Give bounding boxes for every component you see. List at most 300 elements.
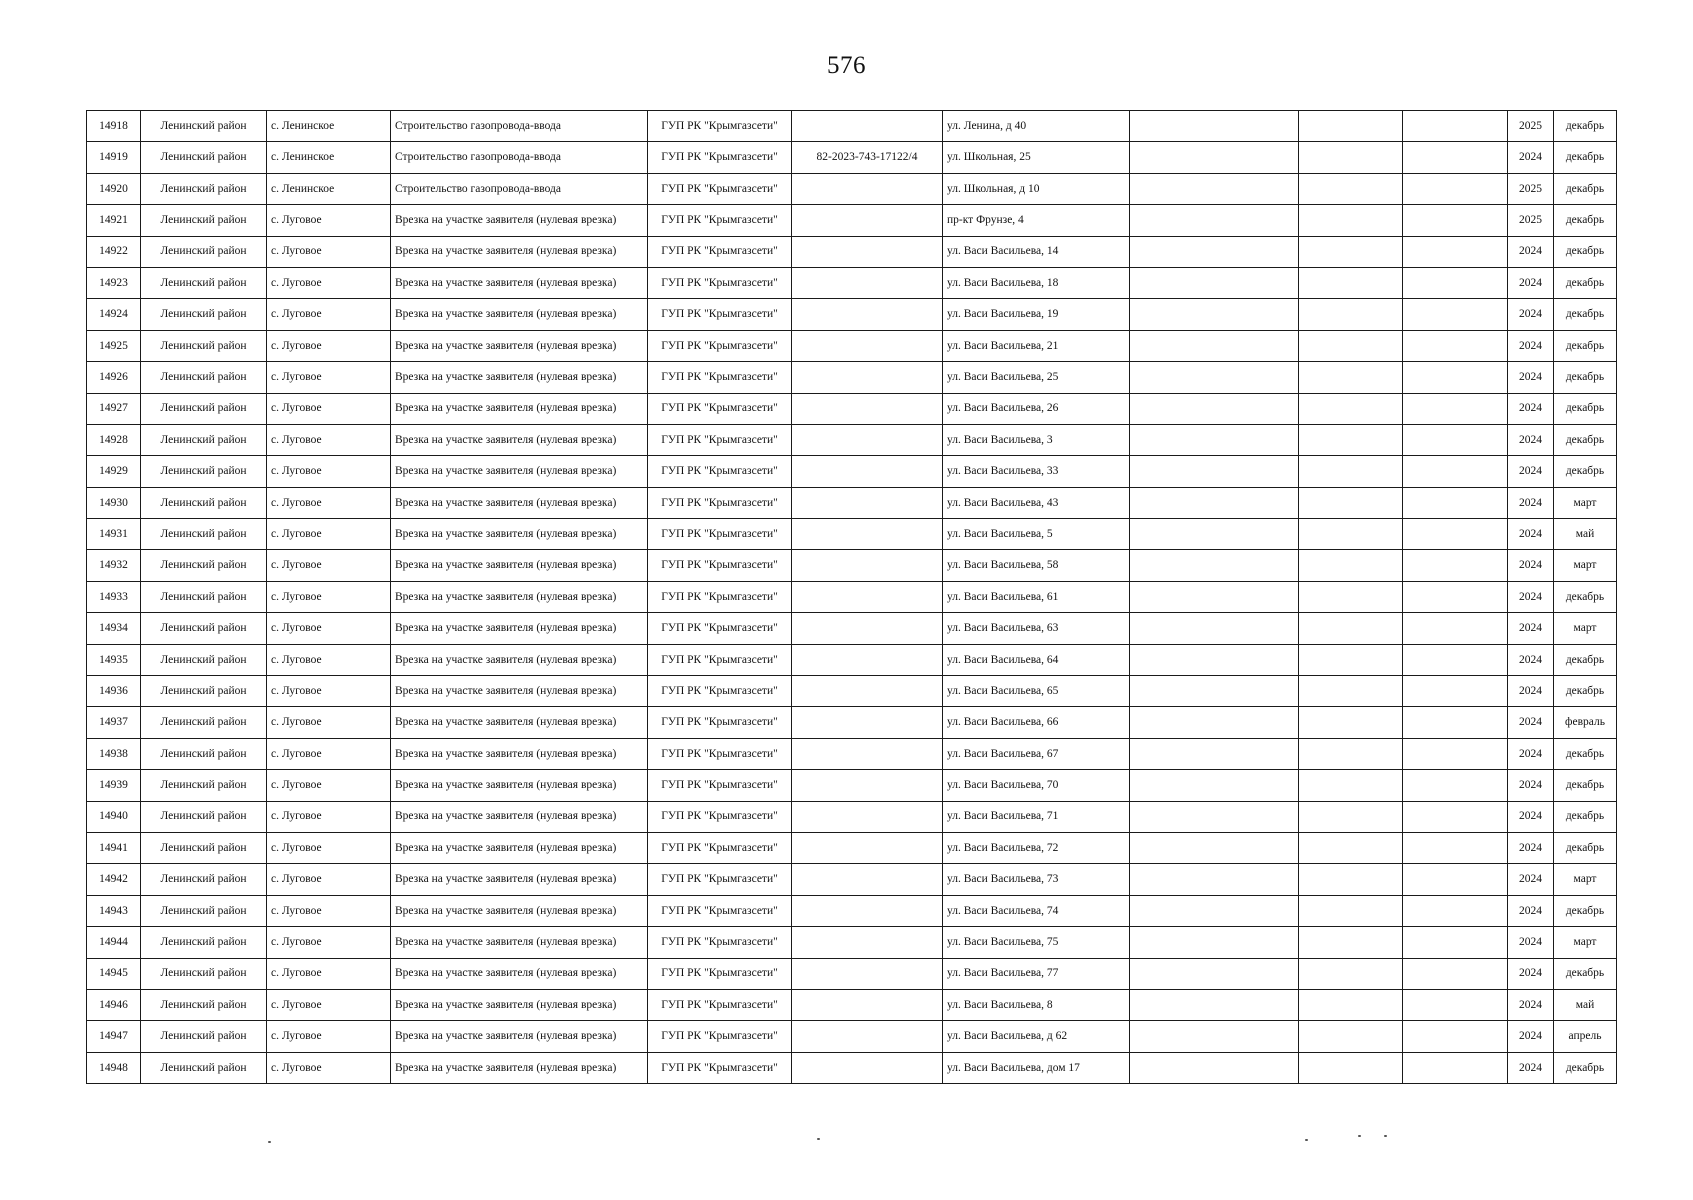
district-cell: Ленинский район bbox=[141, 927, 267, 958]
organization-cell: ГУП РК "Крымгазсети" bbox=[648, 1052, 792, 1083]
record-number-cell: 14936 bbox=[87, 676, 141, 707]
registration-code-cell bbox=[792, 895, 943, 926]
empty-cell-3 bbox=[1403, 173, 1508, 204]
record-number-cell: 14921 bbox=[87, 205, 141, 236]
district-cell: Ленинский район bbox=[141, 770, 267, 801]
month-cell: декабрь bbox=[1554, 111, 1617, 142]
record-number-cell: 14946 bbox=[87, 989, 141, 1020]
year-cell: 2024 bbox=[1508, 267, 1554, 298]
address-cell: ул. Васи Васильева, дом 17 bbox=[943, 1052, 1130, 1083]
registration-code-cell bbox=[792, 832, 943, 863]
year-cell: 2024 bbox=[1508, 456, 1554, 487]
address-cell: пр-кт Фрунзе, 4 bbox=[943, 205, 1130, 236]
empty-cell-1 bbox=[1130, 299, 1299, 330]
empty-cell-1 bbox=[1130, 393, 1299, 424]
empty-cell-1 bbox=[1130, 362, 1299, 393]
empty-cell-2 bbox=[1299, 738, 1403, 769]
district-cell: Ленинский район bbox=[141, 173, 267, 204]
year-cell: 2024 bbox=[1508, 613, 1554, 644]
address-cell: ул. Васи Васильева, 71 bbox=[943, 801, 1130, 832]
table-row bbox=[87, 142, 1617, 173]
address-cell: ул. Васи Васильева, 61 bbox=[943, 581, 1130, 612]
record-number-cell: 14947 bbox=[87, 1021, 141, 1052]
settlement-cell: с. Луговое bbox=[267, 644, 391, 675]
organization-cell: ГУП РК "Крымгазсети" bbox=[648, 299, 792, 330]
empty-cell-2 bbox=[1299, 1052, 1403, 1083]
year-cell: 2024 bbox=[1508, 927, 1554, 958]
table-row bbox=[87, 927, 1617, 958]
empty-cell-1 bbox=[1130, 487, 1299, 518]
month-cell: декабрь bbox=[1554, 236, 1617, 267]
month-cell: декабрь bbox=[1554, 738, 1617, 769]
table-row bbox=[87, 644, 1617, 675]
month-cell: февраль bbox=[1554, 707, 1617, 738]
empty-cell-3 bbox=[1403, 519, 1508, 550]
address-cell: ул. Васи Васильева, 5 bbox=[943, 519, 1130, 550]
organization-cell: ГУП РК "Крымгазсети" bbox=[648, 832, 792, 863]
work-type-cell: Врезка на участке заявителя (нулевая врезка) bbox=[391, 456, 648, 487]
month-cell: апрель bbox=[1554, 1021, 1617, 1052]
address-cell: ул. Васи Васильева, 70 bbox=[943, 770, 1130, 801]
organization-cell: ГУП РК "Крымгазсети" bbox=[648, 205, 792, 236]
empty-cell-2 bbox=[1299, 330, 1403, 361]
organization-cell: ГУП РК "Крымгазсети" bbox=[648, 864, 792, 895]
table-row bbox=[87, 832, 1617, 863]
settlement-cell: с. Луговое bbox=[267, 424, 391, 455]
work-type-cell: Врезка на участке заявителя (нулевая врезка) bbox=[391, 644, 648, 675]
table-row bbox=[87, 362, 1617, 393]
table-row bbox=[87, 738, 1617, 769]
year-cell: 2024 bbox=[1508, 895, 1554, 926]
registration-code-cell bbox=[792, 393, 943, 424]
work-type-cell: Врезка на участке заявителя (нулевая врезка) bbox=[391, 550, 648, 581]
settlement-cell: с. Луговое bbox=[267, 801, 391, 832]
empty-cell-3 bbox=[1403, 864, 1508, 895]
month-cell: декабрь bbox=[1554, 424, 1617, 455]
empty-cell-1 bbox=[1130, 550, 1299, 581]
month-cell: март bbox=[1554, 613, 1617, 644]
year-cell: 2024 bbox=[1508, 864, 1554, 895]
record-number-cell: 14929 bbox=[87, 456, 141, 487]
record-number-cell: 14923 bbox=[87, 267, 141, 298]
work-type-cell: Врезка на участке заявителя (нулевая врезка) bbox=[391, 613, 648, 644]
address-cell: ул. Васи Васильева, 33 bbox=[943, 456, 1130, 487]
empty-cell-1 bbox=[1130, 770, 1299, 801]
empty-cell-1 bbox=[1130, 864, 1299, 895]
settlement-cell: с. Луговое bbox=[267, 362, 391, 393]
settlement-cell: с. Луговое bbox=[267, 550, 391, 581]
district-cell: Ленинский район bbox=[141, 205, 267, 236]
work-type-cell: Строительство газопровода-ввода bbox=[391, 173, 648, 204]
registration-code-cell bbox=[792, 989, 943, 1020]
year-cell: 2024 bbox=[1508, 676, 1554, 707]
empty-cell-1 bbox=[1130, 895, 1299, 926]
settlement-cell: с. Луговое bbox=[267, 1021, 391, 1052]
empty-cell-2 bbox=[1299, 644, 1403, 675]
empty-cell-2 bbox=[1299, 267, 1403, 298]
empty-cell-1 bbox=[1130, 581, 1299, 612]
organization-cell: ГУП РК "Крымгазсети" bbox=[648, 173, 792, 204]
address-cell: ул. Васи Васильева, 26 bbox=[943, 393, 1130, 424]
month-cell: март bbox=[1554, 927, 1617, 958]
work-type-cell: Строительство газопровода-ввода bbox=[391, 111, 648, 142]
empty-cell-2 bbox=[1299, 1021, 1403, 1052]
empty-cell-3 bbox=[1403, 895, 1508, 926]
district-cell: Ленинский район bbox=[141, 738, 267, 769]
year-cell: 2024 bbox=[1508, 393, 1554, 424]
organization-cell: ГУП РК "Крымгазсети" bbox=[648, 111, 792, 142]
registration-code-cell bbox=[792, 550, 943, 581]
year-cell: 2024 bbox=[1508, 299, 1554, 330]
work-type-cell: Строительство газопровода-ввода bbox=[391, 142, 648, 173]
district-cell: Ленинский район bbox=[141, 487, 267, 518]
address-cell: ул. Васи Васильева, 8 bbox=[943, 989, 1130, 1020]
empty-cell-3 bbox=[1403, 393, 1508, 424]
organization-cell: ГУП РК "Крымгазсети" bbox=[648, 267, 792, 298]
registration-code-cell bbox=[792, 362, 943, 393]
address-cell: ул. Васи Васильева, 75 bbox=[943, 927, 1130, 958]
record-number-cell: 14924 bbox=[87, 299, 141, 330]
address-cell: ул. Васи Васильева, 18 bbox=[943, 267, 1130, 298]
settlement-cell: с. Луговое bbox=[267, 330, 391, 361]
settlement-cell: с. Луговое bbox=[267, 738, 391, 769]
year-cell: 2025 bbox=[1508, 173, 1554, 204]
month-cell: декабрь bbox=[1554, 801, 1617, 832]
month-cell: декабрь bbox=[1554, 895, 1617, 926]
empty-cell-1 bbox=[1130, 927, 1299, 958]
district-cell: Ленинский район bbox=[141, 456, 267, 487]
year-cell: 2024 bbox=[1508, 487, 1554, 518]
empty-cell-2 bbox=[1299, 362, 1403, 393]
table-row bbox=[87, 801, 1617, 832]
address-cell: ул. Васи Васильева, 63 bbox=[943, 613, 1130, 644]
empty-cell-3 bbox=[1403, 801, 1508, 832]
registration-code-cell bbox=[792, 676, 943, 707]
record-number-cell: 14918 bbox=[87, 111, 141, 142]
record-number-cell: 14925 bbox=[87, 330, 141, 361]
organization-cell: ГУП РК "Крымгазсети" bbox=[648, 456, 792, 487]
empty-cell-2 bbox=[1299, 770, 1403, 801]
district-cell: Ленинский район bbox=[141, 581, 267, 612]
empty-cell-2 bbox=[1299, 864, 1403, 895]
empty-cell-3 bbox=[1403, 456, 1508, 487]
table-row bbox=[87, 519, 1617, 550]
settlement-cell: с. Ленинское bbox=[267, 111, 391, 142]
empty-cell-2 bbox=[1299, 299, 1403, 330]
year-cell: 2024 bbox=[1508, 801, 1554, 832]
year-cell: 2024 bbox=[1508, 707, 1554, 738]
work-type-cell: Врезка на участке заявителя (нулевая врезка) bbox=[391, 832, 648, 863]
empty-cell-2 bbox=[1299, 707, 1403, 738]
work-type-cell: Врезка на участке заявителя (нулевая врезка) bbox=[391, 958, 648, 989]
empty-cell-2 bbox=[1299, 581, 1403, 612]
empty-cell-3 bbox=[1403, 738, 1508, 769]
empty-cell-1 bbox=[1130, 613, 1299, 644]
work-type-cell: Врезка на участке заявителя (нулевая врезка) bbox=[391, 1021, 648, 1052]
scan-speck bbox=[817, 1138, 820, 1140]
page-number: 576 bbox=[827, 52, 866, 79]
organization-cell: ГУП РК "Крымгазсети" bbox=[648, 644, 792, 675]
settlement-cell: с. Луговое bbox=[267, 864, 391, 895]
month-cell: май bbox=[1554, 989, 1617, 1020]
district-cell: Ленинский район bbox=[141, 330, 267, 361]
month-cell: декабрь bbox=[1554, 676, 1617, 707]
month-cell: декабрь bbox=[1554, 456, 1617, 487]
settlement-cell: с. Луговое bbox=[267, 770, 391, 801]
record-number-cell: 14940 bbox=[87, 801, 141, 832]
organization-cell: ГУП РК "Крымгазсети" bbox=[648, 707, 792, 738]
record-number-cell: 14944 bbox=[87, 927, 141, 958]
empty-cell-2 bbox=[1299, 424, 1403, 455]
empty-cell-2 bbox=[1299, 173, 1403, 204]
record-number-cell: 14934 bbox=[87, 613, 141, 644]
registration-code-cell bbox=[792, 738, 943, 769]
empty-cell-2 bbox=[1299, 989, 1403, 1020]
table-row bbox=[87, 550, 1617, 581]
record-number-cell: 14932 bbox=[87, 550, 141, 581]
year-cell: 2025 bbox=[1508, 111, 1554, 142]
table-row bbox=[87, 205, 1617, 236]
work-type-cell: Врезка на участке заявителя (нулевая врезка) bbox=[391, 801, 648, 832]
district-cell: Ленинский район bbox=[141, 299, 267, 330]
address-cell: ул. Васи Васильева, 58 bbox=[943, 550, 1130, 581]
organization-cell: ГУП РК "Крымгазсети" bbox=[648, 1021, 792, 1052]
empty-cell-3 bbox=[1403, 676, 1508, 707]
scan-speck bbox=[1305, 1139, 1308, 1141]
table-row bbox=[87, 111, 1617, 142]
organization-cell: ГУП РК "Крымгазсети" bbox=[648, 362, 792, 393]
empty-cell-2 bbox=[1299, 927, 1403, 958]
work-type-cell: Врезка на участке заявителя (нулевая врезка) bbox=[391, 1052, 648, 1083]
table-row bbox=[87, 173, 1617, 204]
settlement-cell: с. Ленинское bbox=[267, 142, 391, 173]
empty-cell-2 bbox=[1299, 111, 1403, 142]
empty-cell-2 bbox=[1299, 519, 1403, 550]
record-number-cell: 14931 bbox=[87, 519, 141, 550]
empty-cell-3 bbox=[1403, 989, 1508, 1020]
registration-code-cell bbox=[792, 864, 943, 895]
empty-cell-3 bbox=[1403, 707, 1508, 738]
empty-cell-2 bbox=[1299, 958, 1403, 989]
empty-cell-1 bbox=[1130, 676, 1299, 707]
table-row bbox=[87, 267, 1617, 298]
registration-code-cell: 82-2023-743-17122/4 bbox=[792, 142, 943, 173]
table-row bbox=[87, 989, 1617, 1020]
month-cell: декабрь bbox=[1554, 205, 1617, 236]
empty-cell-1 bbox=[1130, 111, 1299, 142]
settlement-cell: с. Луговое bbox=[267, 236, 391, 267]
work-type-cell: Врезка на участке заявителя (нулевая врезка) bbox=[391, 895, 648, 926]
organization-cell: ГУП РК "Крымгазсети" bbox=[648, 550, 792, 581]
organization-cell: ГУП РК "Крымгазсети" bbox=[648, 927, 792, 958]
address-cell: ул. Васи Васильева, 65 bbox=[943, 676, 1130, 707]
work-type-cell: Врезка на участке заявителя (нулевая врезка) bbox=[391, 770, 648, 801]
settlement-cell: с. Луговое bbox=[267, 487, 391, 518]
work-type-cell: Врезка на участке заявителя (нулевая врезка) bbox=[391, 424, 648, 455]
scan-speck bbox=[1384, 1135, 1387, 1137]
settlement-cell: с. Луговое bbox=[267, 895, 391, 926]
settlement-cell: с. Ленинское bbox=[267, 173, 391, 204]
empty-cell-3 bbox=[1403, 487, 1508, 518]
empty-cell-3 bbox=[1403, 927, 1508, 958]
table-row bbox=[87, 424, 1617, 455]
empty-cell-3 bbox=[1403, 330, 1508, 361]
record-number-cell: 14927 bbox=[87, 393, 141, 424]
district-cell: Ленинский район bbox=[141, 895, 267, 926]
empty-cell-1 bbox=[1130, 424, 1299, 455]
year-cell: 2024 bbox=[1508, 770, 1554, 801]
district-cell: Ленинский район bbox=[141, 613, 267, 644]
table-row bbox=[87, 487, 1617, 518]
address-cell: ул. Васи Васильева, 14 bbox=[943, 236, 1130, 267]
work-type-cell: Врезка на участке заявителя (нулевая врезка) bbox=[391, 267, 648, 298]
settlement-cell: с. Луговое bbox=[267, 676, 391, 707]
registration-code-cell bbox=[792, 801, 943, 832]
empty-cell-2 bbox=[1299, 613, 1403, 644]
empty-cell-3 bbox=[1403, 236, 1508, 267]
month-cell: декабрь bbox=[1554, 362, 1617, 393]
empty-cell-1 bbox=[1130, 173, 1299, 204]
address-cell: ул. Васи Васильева, 25 bbox=[943, 362, 1130, 393]
month-cell: май bbox=[1554, 519, 1617, 550]
organization-cell: ГУП РК "Крымгазсети" bbox=[648, 487, 792, 518]
registration-code-cell bbox=[792, 424, 943, 455]
record-number-cell: 14942 bbox=[87, 864, 141, 895]
empty-cell-3 bbox=[1403, 111, 1508, 142]
empty-cell-3 bbox=[1403, 581, 1508, 612]
record-number-cell: 14937 bbox=[87, 707, 141, 738]
district-cell: Ленинский район bbox=[141, 958, 267, 989]
empty-cell-3 bbox=[1403, 958, 1508, 989]
empty-cell-2 bbox=[1299, 832, 1403, 863]
table-row bbox=[87, 299, 1617, 330]
year-cell: 2024 bbox=[1508, 832, 1554, 863]
table-row bbox=[87, 581, 1617, 612]
address-cell: ул. Васи Васильева, 19 bbox=[943, 299, 1130, 330]
work-type-cell: Врезка на участке заявителя (нулевая врезка) bbox=[391, 205, 648, 236]
year-cell: 2024 bbox=[1508, 958, 1554, 989]
record-number-cell: 14945 bbox=[87, 958, 141, 989]
empty-cell-1 bbox=[1130, 330, 1299, 361]
year-cell: 2024 bbox=[1508, 550, 1554, 581]
registration-code-cell bbox=[792, 707, 943, 738]
empty-cell-2 bbox=[1299, 393, 1403, 424]
record-number-cell: 14926 bbox=[87, 362, 141, 393]
record-number-cell: 14943 bbox=[87, 895, 141, 926]
organization-cell: ГУП РК "Крымгазсети" bbox=[648, 330, 792, 361]
settlement-cell: с. Луговое bbox=[267, 205, 391, 236]
year-cell: 2024 bbox=[1508, 1021, 1554, 1052]
empty-cell-1 bbox=[1130, 832, 1299, 863]
month-cell: декабрь bbox=[1554, 393, 1617, 424]
registration-code-cell bbox=[792, 330, 943, 361]
record-number-cell: 14922 bbox=[87, 236, 141, 267]
empty-cell-1 bbox=[1130, 707, 1299, 738]
address-cell: ул. Васи Васильева, д 62 bbox=[943, 1021, 1130, 1052]
record-number-cell: 14938 bbox=[87, 738, 141, 769]
organization-cell: ГУП РК "Крымгазсети" bbox=[648, 989, 792, 1020]
district-cell: Ленинский район bbox=[141, 142, 267, 173]
settlement-cell: с. Луговое bbox=[267, 832, 391, 863]
organization-cell: ГУП РК "Крымгазсети" bbox=[648, 958, 792, 989]
table-row bbox=[87, 958, 1617, 989]
registration-code-cell bbox=[792, 958, 943, 989]
work-type-cell: Врезка на участке заявителя (нулевая врезка) bbox=[391, 738, 648, 769]
month-cell: декабрь bbox=[1554, 330, 1617, 361]
settlement-cell: с. Луговое bbox=[267, 989, 391, 1020]
empty-cell-1 bbox=[1130, 1021, 1299, 1052]
empty-cell-1 bbox=[1130, 644, 1299, 675]
settlement-cell: с. Луговое bbox=[267, 393, 391, 424]
gas-connection-table bbox=[86, 110, 1617, 1084]
work-type-cell: Врезка на участке заявителя (нулевая врезка) bbox=[391, 393, 648, 424]
empty-cell-2 bbox=[1299, 236, 1403, 267]
empty-cell-3 bbox=[1403, 205, 1508, 236]
month-cell: декабрь bbox=[1554, 299, 1617, 330]
district-cell: Ленинский район bbox=[141, 989, 267, 1020]
table-row bbox=[87, 707, 1617, 738]
district-cell: Ленинский район bbox=[141, 393, 267, 424]
district-cell: Ленинский район bbox=[141, 1052, 267, 1083]
empty-cell-1 bbox=[1130, 989, 1299, 1020]
record-number-cell: 14928 bbox=[87, 424, 141, 455]
settlement-cell: с. Луговое bbox=[267, 299, 391, 330]
empty-cell-2 bbox=[1299, 205, 1403, 236]
table-row bbox=[87, 236, 1617, 267]
district-cell: Ленинский район bbox=[141, 832, 267, 863]
year-cell: 2024 bbox=[1508, 989, 1554, 1020]
registration-code-cell bbox=[792, 644, 943, 675]
settlement-cell: с. Луговое bbox=[267, 267, 391, 298]
table-row bbox=[87, 864, 1617, 895]
registration-code-cell bbox=[792, 581, 943, 612]
empty-cell-2 bbox=[1299, 456, 1403, 487]
address-cell: ул. Васи Васильева, 72 bbox=[943, 832, 1130, 863]
empty-cell-3 bbox=[1403, 1021, 1508, 1052]
empty-cell-3 bbox=[1403, 424, 1508, 455]
district-cell: Ленинский район bbox=[141, 707, 267, 738]
scan-speck bbox=[1358, 1135, 1361, 1137]
table-row bbox=[87, 393, 1617, 424]
empty-cell-3 bbox=[1403, 299, 1508, 330]
record-number-cell: 14930 bbox=[87, 487, 141, 518]
year-cell: 2024 bbox=[1508, 362, 1554, 393]
organization-cell: ГУП РК "Крымгазсети" bbox=[648, 581, 792, 612]
organization-cell: ГУП РК "Крымгазсети" bbox=[648, 142, 792, 173]
registration-code-cell bbox=[792, 519, 943, 550]
registration-code-cell bbox=[792, 770, 943, 801]
table-row bbox=[87, 1052, 1617, 1083]
work-type-cell: Врезка на участке заявителя (нулевая врезка) bbox=[391, 299, 648, 330]
table-row bbox=[87, 330, 1617, 361]
year-cell: 2024 bbox=[1508, 1052, 1554, 1083]
work-type-cell: Врезка на участке заявителя (нулевая врезка) bbox=[391, 330, 648, 361]
registration-code-cell bbox=[792, 1021, 943, 1052]
settlement-cell: с. Луговое bbox=[267, 519, 391, 550]
record-number-cell: 14948 bbox=[87, 1052, 141, 1083]
work-type-cell: Врезка на участке заявителя (нулевая врезка) bbox=[391, 989, 648, 1020]
district-cell: Ленинский район bbox=[141, 864, 267, 895]
empty-cell-3 bbox=[1403, 770, 1508, 801]
empty-cell-1 bbox=[1130, 267, 1299, 298]
empty-cell-2 bbox=[1299, 487, 1403, 518]
empty-cell-2 bbox=[1299, 550, 1403, 581]
month-cell: декабрь bbox=[1554, 644, 1617, 675]
month-cell: декабрь bbox=[1554, 173, 1617, 204]
address-cell: ул. Васи Васильева, 43 bbox=[943, 487, 1130, 518]
district-cell: Ленинский район bbox=[141, 424, 267, 455]
district-cell: Ленинский район bbox=[141, 519, 267, 550]
